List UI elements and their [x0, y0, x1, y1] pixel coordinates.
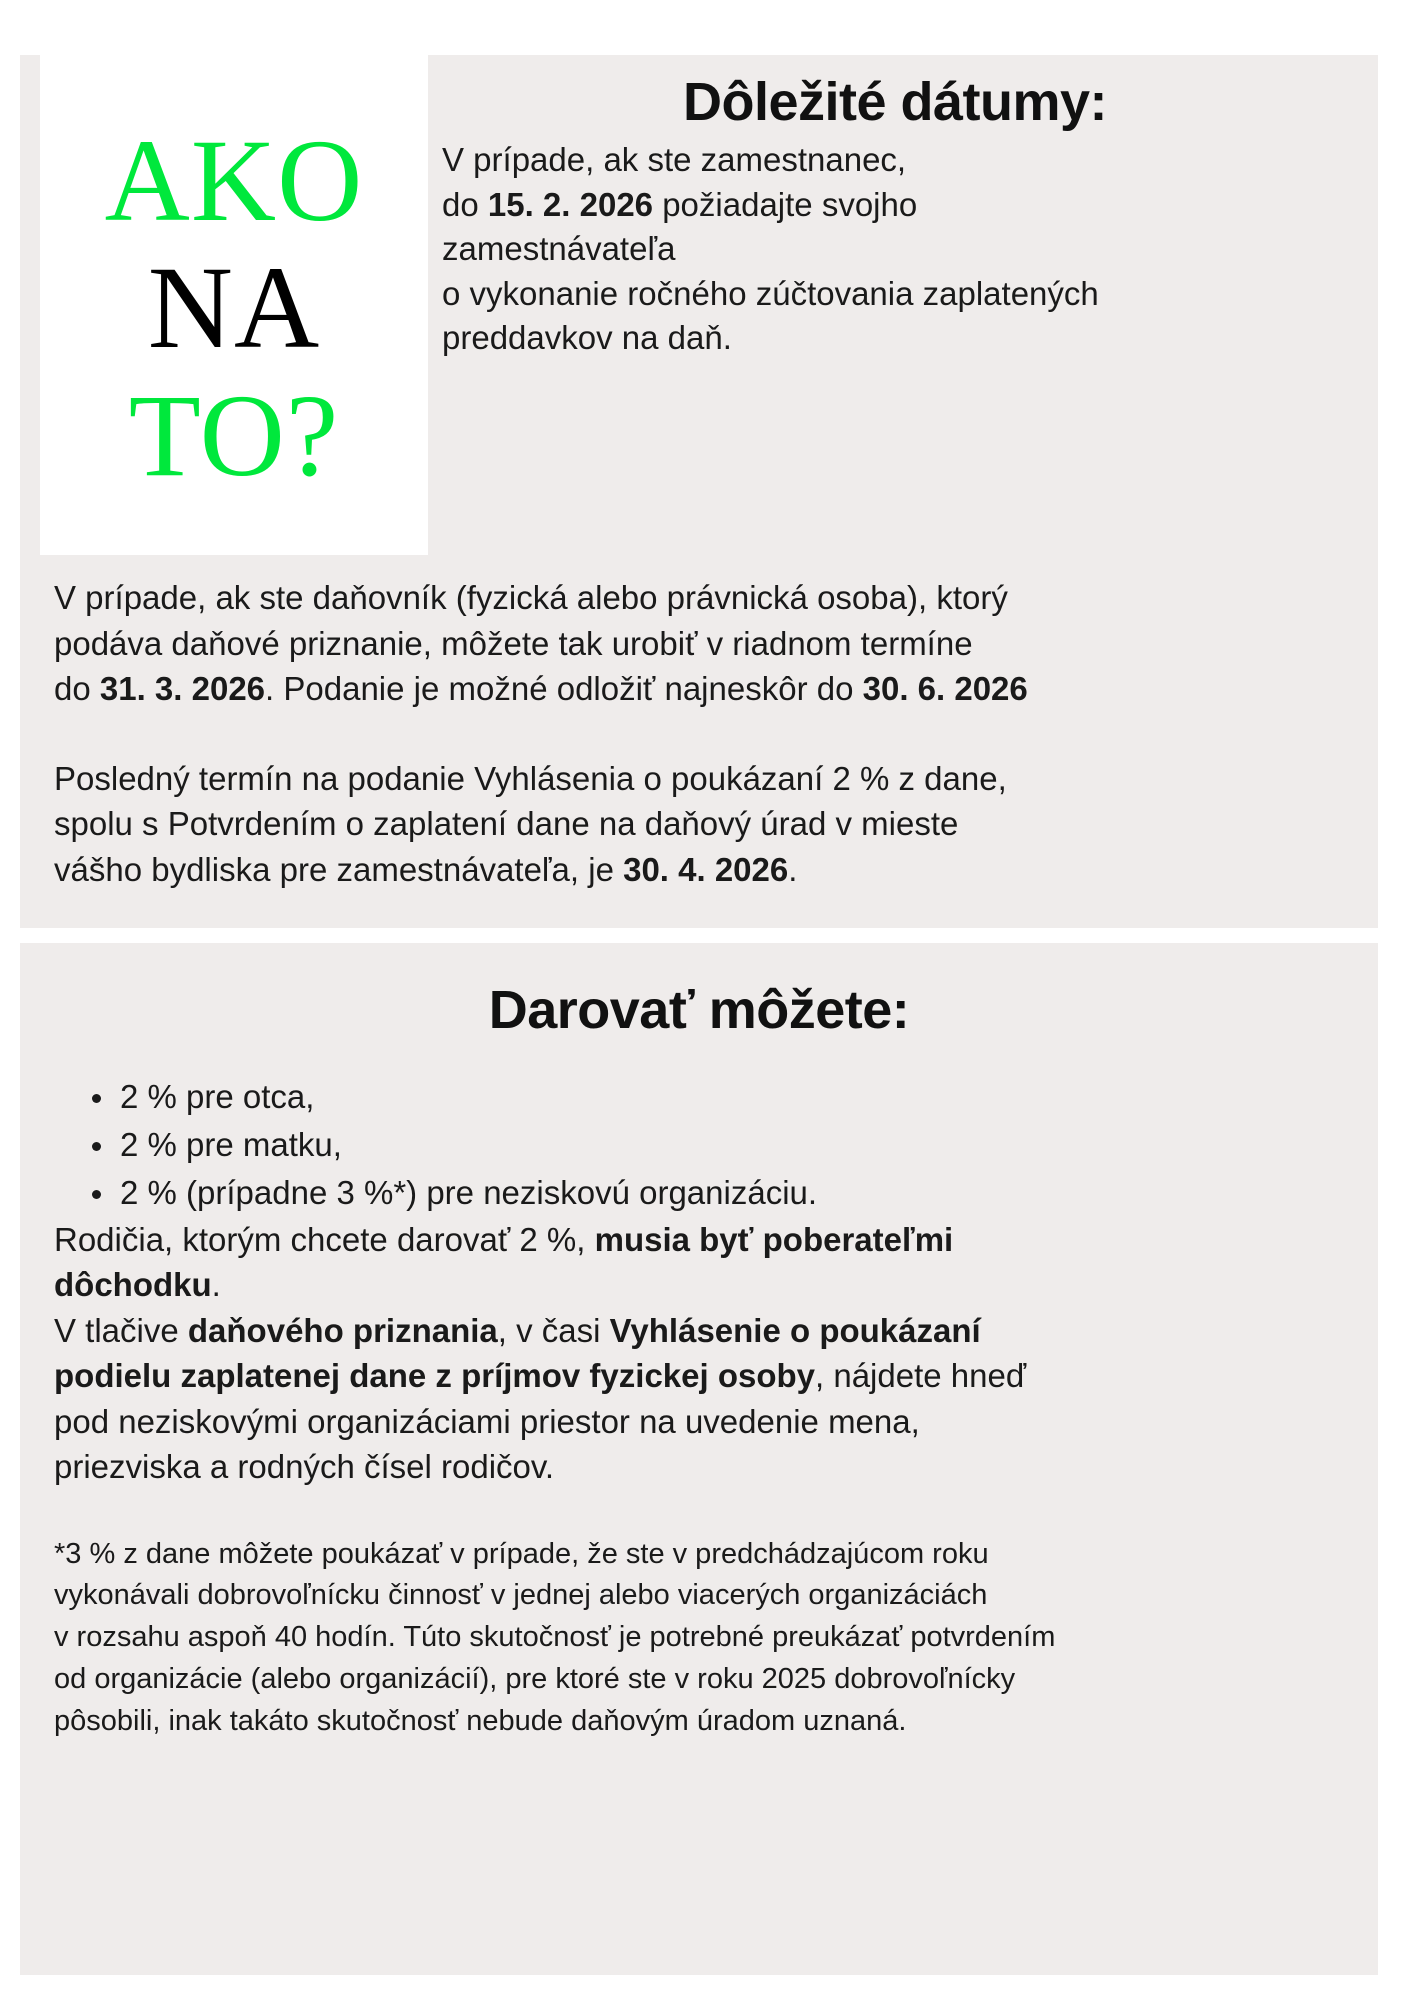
- donation-body: [36, 1073, 1362, 1742]
- deadline-31-3-2026: 31. 3. 2026: [99, 670, 266, 708]
- form-line-4: priezviska a rodných čísel rodičov.: [54, 1448, 555, 1486]
- parents-pension-paragraph: [54, 1217, 1344, 1308]
- tax-form-paragraph: [54, 1308, 1344, 1490]
- taxpayer-line-3: do 31. 3. 2026. Podanie je možné odložiť najneskôr do 30. 6. 2026: [54, 670, 1028, 708]
- declaration-line-1: Posledný termín na podanie Vyhlásenia o poukázaní 2 % z dane,: [54, 759, 1007, 797]
- donation-options-list: [54, 1073, 1344, 1217]
- form-line-3: pod neziskovými organizáciami priestor na uvedenie mena,: [54, 1402, 920, 1440]
- list-item: 2 % pre matku,: [54, 1121, 1344, 1169]
- parents-line-2: dôchodku.: [54, 1266, 221, 1304]
- logo-ako-na-to: [40, 55, 428, 555]
- footnote-line-1: *3 % z dane môžete poukázať v prípade, že ste v predchádzajúcom roku: [54, 1537, 989, 1570]
- declaration-title-bold-part1: Vyhlásenie o poukázaní: [609, 1311, 981, 1349]
- must-be-pensioners-bold: musia byť poberateľmi: [594, 1220, 954, 1258]
- logo-line-na: NA: [147, 242, 321, 374]
- list-item: 2 % pre otca,: [54, 1073, 1344, 1121]
- form-line-2: podielu zaplatenej dane z príjmov fyzickej osoby, nájdete hneď: [54, 1357, 1027, 1395]
- pension-bold: dôchodku: [54, 1266, 212, 1304]
- form-line-1: V tlačive daňového priznania, v časi Vyhlásenie o poukázaní: [54, 1311, 981, 1349]
- declaration-title-bold-part2: podielu zaplatenej dane z príjmov fyzickej osoby: [54, 1357, 816, 1395]
- employee-deadline-text: [428, 138, 1362, 360]
- page-title: Dôležité dátumy:: [682, 72, 1108, 132]
- logo-line-ako: AKO: [104, 114, 364, 246]
- deadline-30-6-2026: 30. 6. 2026: [862, 670, 1028, 708]
- employee-line-1: V prípade, ak ste zamestnanec,: [442, 141, 907, 179]
- declaration-line-2: spolu s Potvrdením o zaplatení dane na daňový úrad v mieste: [54, 805, 959, 843]
- footnote-line-2: vykonávali dobrovoľnícku činnosť v jednej alebo viacerých organizáciách: [54, 1579, 988, 1612]
- employee-line-5: preddavkov na daň.: [442, 318, 732, 356]
- volunteer-footnote: [54, 1534, 1344, 1743]
- parents-line-1: Rodičia, ktorým chcete darovať 2 %, musia byť poberateľmi: [54, 1220, 954, 1258]
- tax-return-bold: daňového priznania: [187, 1311, 498, 1349]
- taxpayer-line-1: V prípade, ak ste daňovník (fyzická alebo právnická osoba), ktorý: [54, 579, 1008, 616]
- footnote-line-5: pôsobili, inak takáto skutočnosť nebude daňovým úradom uznaná.: [54, 1704, 907, 1737]
- deadline-30-4-2026: 30. 4. 2026: [623, 850, 789, 888]
- deadline-15-2-2026: 15. 2. 2026: [487, 185, 654, 223]
- footnote-line-3: v rozsahu aspoň 40 hodín. Túto skutočnosť je potrebné preukázať potvrdením: [54, 1621, 1056, 1654]
- donation-title: Darovať môžete:: [488, 980, 910, 1040]
- employee-line-3: zamestnávateľa: [442, 230, 676, 268]
- footnote-line-4: od organizácie (alebo organizácií), pre ktoré ste v roku 2025 dobrovoľnícky: [54, 1662, 1016, 1695]
- employee-line-2: do 15. 2. 2026 požiadajte svojho: [442, 185, 918, 223]
- important-dates-header: [428, 73, 1378, 360]
- employee-line-4: o vykonanie ročného zúčtovania zaplatených: [442, 274, 1099, 312]
- important-dates-body: [36, 575, 1362, 892]
- list-item: 2 % (prípadne 3 %*) pre neziskovú organizáciu.: [54, 1169, 1344, 1217]
- declaration-line-3: vášho bydliska pre zamestnávateľa, je 30. 4. 2026.: [54, 850, 798, 888]
- important-dates-panel: [20, 55, 1378, 928]
- footnote-spacer: [54, 1490, 1344, 1534]
- logo-line-to: TO?: [128, 369, 340, 501]
- taxpayer-deadline-paragraph: [54, 575, 1344, 712]
- declaration-deadline-paragraph: [54, 756, 1344, 893]
- donation-panel: [20, 943, 1378, 1975]
- taxpayer-line-2: podáva daňové priznanie, môžete tak urobiť v riadnom termíne: [54, 624, 973, 662]
- paragraph-spacer: [54, 712, 1344, 756]
